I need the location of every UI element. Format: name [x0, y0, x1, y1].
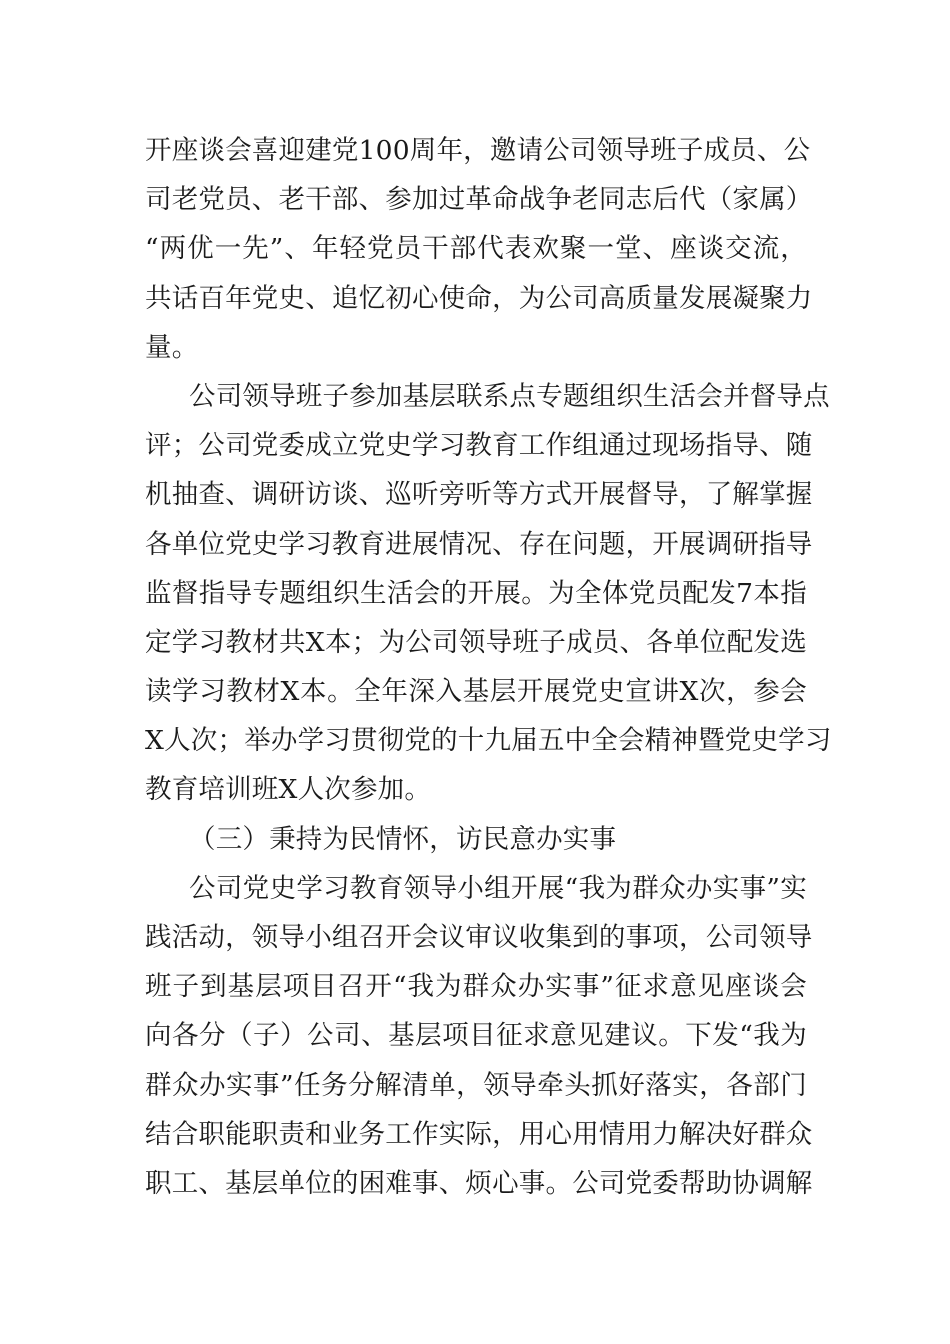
text-line: 共话百年党史、追忆初心使命，为公司高质量发展凝聚力 [145, 282, 813, 314]
text-line: 各单位党史学习教育进展情况、存在问题，开展调研指导 [145, 528, 813, 560]
text-line: 开座谈会喜迎建党100周年，邀请公司领导班子成员、公 [145, 135, 811, 166]
text-line: 教育培训班X人次参加。 [145, 774, 432, 806]
text-line: 班子到基层项目召开“我为群众办实事”征求意见座谈会 [145, 971, 807, 1003]
text-line: 职工、基层单位的困难事、烦心事。公司党委帮助协调解 [145, 1167, 813, 1199]
text-line: 群众办实事”任务分解清单，领导牵头抓好落实，各部门 [145, 1069, 807, 1101]
text-line: X人次；举办学习贯彻党的十九届五中全会精神暨党史学习 [145, 725, 832, 757]
section-heading: （三）秉持为民情怀，访民意办实事 [189, 823, 617, 855]
text-line: 公司领导班子参加基层联系点专题组织生活会并督导点 [189, 380, 830, 412]
document-body [145, 126, 832, 1208]
text-line: 读学习教材X本。全年深入基层开展党史宣讲X次，参会 [145, 676, 807, 708]
text-line: 践活动，领导小组召开会议审议收集到的事项，公司领导 [145, 922, 813, 953]
text-line: 评；公司党委成立党史学习教育工作组通过现场指导、随 [145, 430, 813, 462]
text-line: 公司党史学习教育领导小组开展“我为群众办实事”实 [189, 872, 807, 904]
text-line: 司老党员、老干部、参加过革命战争老同志后代（家属） [145, 184, 813, 216]
text-line: 监督指导专题组织生活会的开展。为全体党员配发7本指 [145, 577, 807, 609]
text-line: “两优一先”、年轻党员干部代表欢聚一堂、座谈交流， [145, 233, 807, 265]
text-line: 结合职能职责和业务工作实际，用心用情用力解决好群众 [145, 1118, 813, 1150]
text-line: 定学习教材共X本；为公司领导班子成员、各单位配发选 [145, 626, 807, 658]
text-line: 向各分（子）公司、基层项目征求意见建议。下发“我为 [145, 1020, 807, 1052]
text-line: 机抽查、调研访谈、巡听旁听等方式开展督导，了解掌握 [145, 479, 813, 511]
text-line: 量。 [145, 331, 199, 363]
